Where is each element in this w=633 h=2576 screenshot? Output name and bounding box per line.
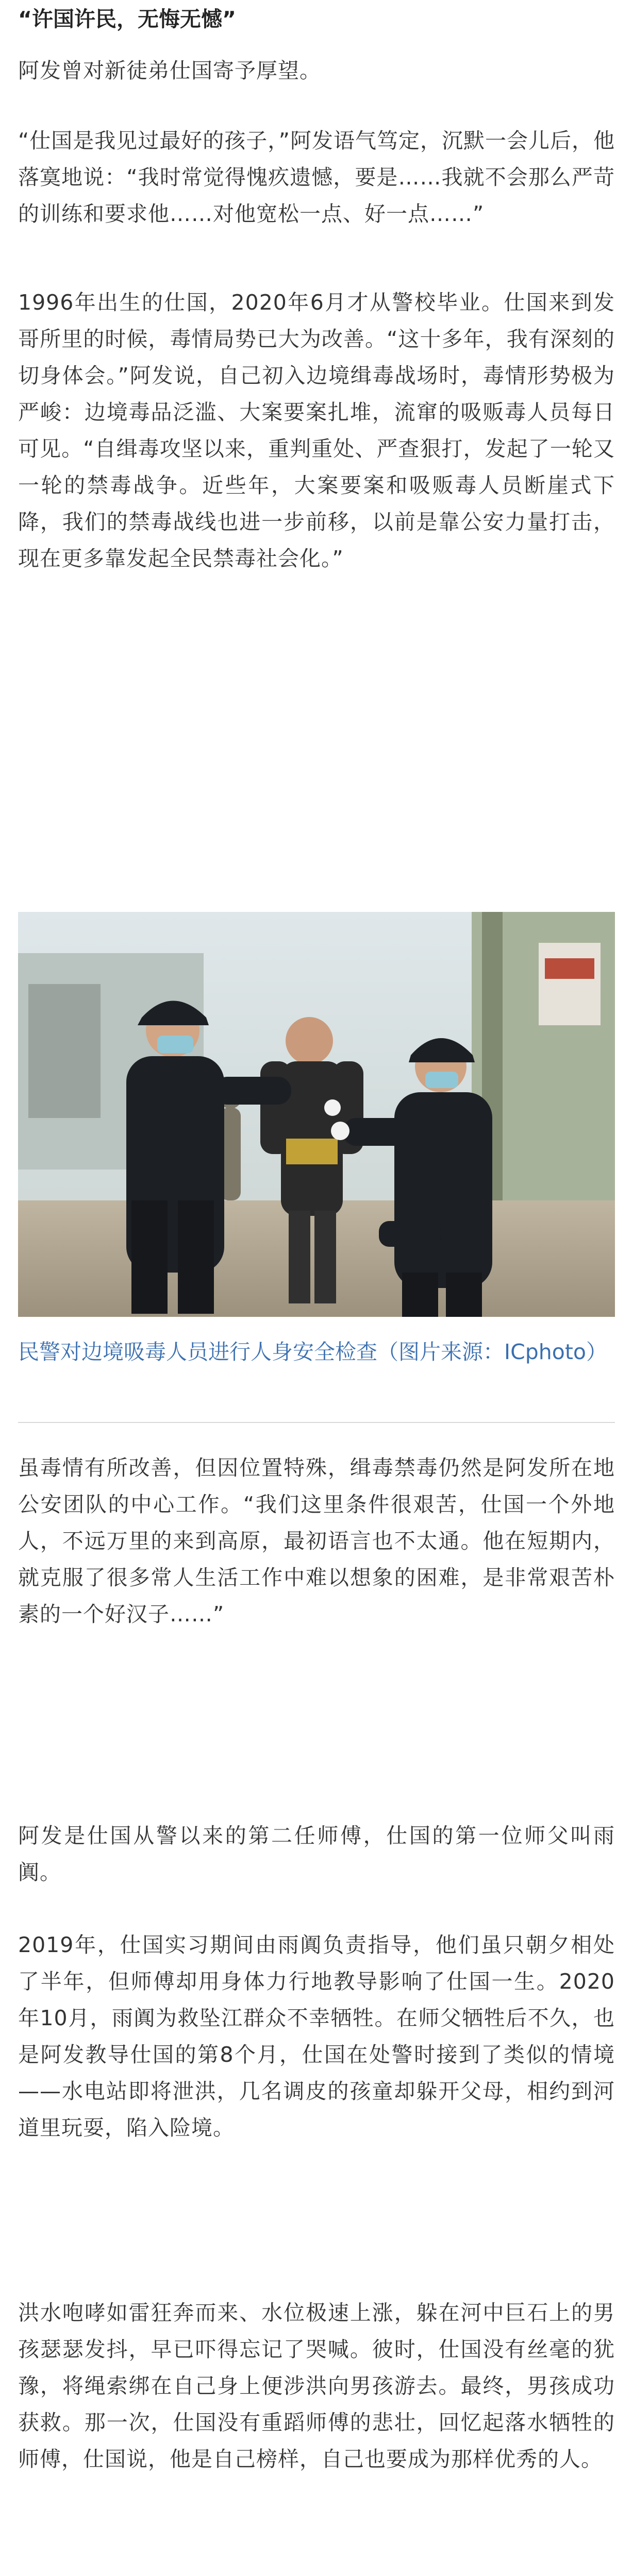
- article-photo: [18, 912, 615, 1317]
- paragraph-5: 阿发是仕国从警以来的第二任师傅，仕国的第一位师父叫雨阗。: [18, 1823, 615, 1885]
- paragraph-3: 1996年出生的仕国，2020年6月才从警校毕业。仕国来到发哥所里的时候，毒情局势已大为改善。“这十多年，我有深刻的切身体会。”阿发说，自己初入边境缉毒战场时，毒情形势极为严峻：边境毒品泛滥、大案要案扎堆，流窜的吸贩毒人员每日可见。“自缉毒攻坚以来，重判重处、严查狠打，发起了一轮又一轮的禁毒战争。近些年，大案要案和吸贩毒人员断崖式下降，我们的禁毒战线也进一步前移，以前是靠公安力量打击，现在更多靠发起全民禁毒社会化。”: [18, 290, 615, 571]
- section-heading: “许国许民，无悔无憾”: [18, 7, 236, 31]
- paragraph-1: 阿发曾对新徒弟仕国寄予厚望。: [18, 58, 321, 83]
- caption-divider: [18, 1422, 615, 1423]
- photo-caption: 民警对边境吸毒人员进行人身安全检查（图片来源：ICphoto）: [18, 1340, 607, 1364]
- paragraph-7: 洪水咆哮如雷狂奔而来、水位极速上涨，躲在河中巨石上的男孩瑟瑟发抖，早已吓得忘记了哭喊。彼时，仕国没有丝毫的犹豫，将绳索绑在自己身上便涉洪向男孩游去。最终，男孩成功获救。那一次，仕国没有重蹈师傅的悲壮，回忆起落水牺牲的师傅，仕国说，他是自己榜样，自己也要成为那样优秀的人。: [18, 2300, 615, 2471]
- paragraph-4: 虽毒情有所改善，但因位置特殊，缉毒禁毒仍然是阿发所在地公安团队的中心工作。“我们这里条件很艰苦，仕国一个外地人，不远万里的来到高原，最初语言也不太通。他在短期内，就克服了很多常人生活工作中难以想象的困难，是非常艰苦朴素的一个好汉子……”: [18, 1455, 615, 1626]
- paragraph-2: “仕国是我见过最好的孩子，”阿发语气笃定，沉默一会儿后，他落寞地说：“我时常觉得愧疚遗憾，要是……我就不会那么严苛的训练和要求他……对他宽松一点、好一点……”: [18, 128, 615, 226]
- police-search-photo: [18, 912, 615, 1317]
- paragraph-6: 2019年，仕国实习期间由雨阗负责指导，他们虽只朝夕相处了半年，但师傅却用身体力行地教导影响了仕国一生。2020年10月，雨阗为救坠江群众不幸牺牲。在师父牺牲后不久，也是阿发教导仕国的第8个月，仕国在处警时接到了类似的情境——水电站即将泄洪，几名调皮的孩童却躲开父母，相约到河道里玩耍，陷入险境。: [18, 1933, 615, 2140]
